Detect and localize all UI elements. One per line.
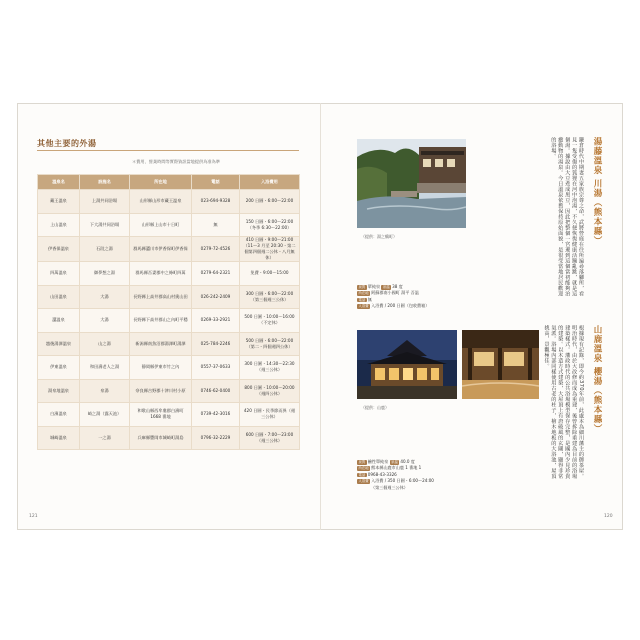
cell-fee: 300 日圓・6:00～22:00（第三個週三公休） bbox=[240, 285, 300, 309]
column-header: 入浴費用 bbox=[240, 175, 300, 190]
cell-address: 群馬縣吾妻郡中之條町四萬 bbox=[130, 262, 192, 286]
left-page bbox=[17, 103, 320, 530]
cell-phone: 0279-64-2321 bbox=[192, 262, 240, 286]
cell-fee: 800 日圓・10:00～20:00（週四公休） bbox=[240, 379, 300, 403]
table-row bbox=[38, 426, 300, 450]
cell-address: 兵庫縣豐岡市城崎町湯島 bbox=[130, 426, 192, 450]
right-page bbox=[321, 103, 623, 530]
cell-phone: 0557-37-0633 bbox=[192, 356, 240, 380]
info-row bbox=[357, 303, 507, 309]
table-row bbox=[38, 379, 300, 403]
info-text: 0968-43-3326 bbox=[367, 471, 397, 477]
cell-fee: 300 日圓・14:30～22:30（週三公休） bbox=[240, 356, 300, 380]
cell-address: 山形縣上山市十日町 bbox=[130, 213, 192, 237]
info-text: 阿蘇郡南小國町 湯平 吾温 bbox=[371, 290, 419, 296]
info-text: （第三個週三公休） bbox=[371, 484, 408, 490]
cell-name: 伊香保溫泉 bbox=[38, 237, 80, 262]
table-row bbox=[38, 403, 300, 427]
table-row bbox=[38, 356, 300, 380]
photo-caption: （提供：山鹿） bbox=[361, 405, 389, 410]
table-row bbox=[38, 285, 300, 309]
cell-address: 長野縣上高井郡高山村奧山田 bbox=[130, 285, 192, 309]
column-header: 設施名 bbox=[80, 175, 130, 190]
info-text: 入浴費 / 200 日圓（包收費箱） bbox=[371, 303, 430, 309]
column-header: 電話 bbox=[192, 175, 240, 190]
table-row bbox=[38, 213, 300, 237]
table-header-row bbox=[38, 175, 300, 190]
page-number: 121 bbox=[29, 514, 38, 519]
cell-name: 四萬溫泉 bbox=[38, 262, 80, 286]
cell-facility: 大湯 bbox=[80, 285, 130, 309]
cell-name: 城崎溫泉 bbox=[38, 426, 80, 450]
kawayu-photo bbox=[357, 139, 466, 228]
section-title: 山鹿溫泉 櫻湯（熊本縣） bbox=[592, 325, 602, 434]
cell-facility: 山之湯 bbox=[80, 332, 130, 356]
info-tag: 入浴費 bbox=[358, 479, 369, 484]
hot-spring-table bbox=[37, 174, 300, 450]
info-text: 單純泉 bbox=[367, 284, 381, 289]
cell-address: 山形縣山形市藏王溫泉 bbox=[130, 190, 192, 214]
table-row bbox=[38, 237, 300, 262]
cell-address: 靜岡縣伊東市竹之內 bbox=[130, 356, 192, 380]
cell-facility: 一之湯 bbox=[80, 426, 130, 450]
table-row bbox=[38, 309, 300, 333]
cell-phone: 無 bbox=[192, 213, 240, 237]
cell-address: 奈良縣吉野郡十津川村小原 bbox=[130, 379, 192, 403]
cell-name: 湯泉地溫泉 bbox=[38, 379, 80, 403]
cell-name: 白濱溫泉 bbox=[38, 403, 80, 427]
page-title: 其他主要的外湯 bbox=[37, 139, 97, 148]
cell-facility: 崎之湯（露天池） bbox=[80, 403, 130, 427]
cell-fee: 420 日圓・民季節而異（週三公休） bbox=[240, 403, 300, 427]
info-text: 熊本縣山鹿市山鹿 1 番地 1 bbox=[371, 465, 422, 471]
column-header: 所在地 bbox=[130, 175, 192, 190]
info-tag: 泉質 bbox=[358, 285, 366, 289]
cell-name: 伊東溫泉 bbox=[38, 356, 80, 380]
cell-name: 山田溫泉 bbox=[38, 285, 80, 309]
cell-facility: 大湯 bbox=[80, 309, 130, 333]
section-body: 鎌倉時代中期妻五家族宗尊之命，武將營庭在往所遍尋落腳所，看見一隻受傷的狐狸在河中泡湯，不久便恢復健康活蹦亂跳，就是這個湯。據說由大豆煮成黑豆，因此把整個一宮遷到這個當初能夠治癒動物的湯泉。今日溫泉依舊保持原始面貌，是很受當地居民歡迎的浴場。 bbox=[550, 137, 584, 297]
info-text: 40.0 度 bbox=[400, 459, 415, 464]
cell-facility: 御夢想之湯 bbox=[80, 262, 130, 286]
cell-fee: 免費・9:00～15:00 bbox=[240, 262, 300, 286]
section-title: 湯藤溫泉 川湯（熊本縣） bbox=[592, 137, 602, 246]
cell-name: 藏王溫泉 bbox=[38, 190, 80, 214]
info-tag: 所在地 bbox=[358, 466, 369, 471]
cell-fee: 410 日圓・9:00～21:00（11～3 月至 20:30・第二個第四個週二公休・八月無休） bbox=[240, 237, 300, 262]
cell-facility: 泉湯 bbox=[80, 379, 130, 403]
table-row bbox=[38, 332, 300, 356]
info-tag: 泉溫 bbox=[382, 285, 390, 289]
info-text: 鹼性單純泉 bbox=[367, 459, 389, 464]
info-tag: 電話 bbox=[358, 297, 366, 302]
cell-facility: 上湯共同浴場 bbox=[80, 190, 130, 214]
cell-name: 上山溫泉 bbox=[38, 213, 80, 237]
cell-address: 和歌山縣西牟婁郡白濱町 1668 番地 bbox=[130, 403, 192, 427]
info-tag: 泉溫 bbox=[391, 460, 398, 464]
cell-address: 長野縣下高井郡山之內町平穩 bbox=[130, 309, 192, 333]
cell-address: 群馬縣澀川市伊香保町伊香保 bbox=[130, 237, 192, 262]
cell-name: 越後湯澤溫泉 bbox=[38, 332, 80, 356]
info-tag: 泉質 bbox=[358, 460, 366, 464]
cell-name: 澀溫泉 bbox=[38, 309, 80, 333]
cell-phone: 0739-42-3016 bbox=[192, 403, 240, 427]
info-text: 入浴費 / 350 日圓・6:00～24:00 bbox=[371, 478, 434, 484]
spring-info bbox=[357, 459, 507, 491]
column-header: 溫泉名 bbox=[38, 175, 80, 190]
sakurayu-exterior-photo bbox=[357, 330, 457, 399]
cell-address: 新潟縣南魚沼郡湯澤町湯澤 bbox=[130, 332, 192, 356]
table-row bbox=[38, 262, 300, 286]
cell-fee: 150 日圓・6:00～22:00（冬季 6:30～22:00） bbox=[240, 213, 300, 237]
cell-phone: 0796-32-2229 bbox=[192, 426, 240, 450]
cell-phone: 0746-62-0400 bbox=[192, 379, 240, 403]
cell-facility: 下大湯共同浴場 bbox=[80, 213, 130, 237]
table-row bbox=[38, 190, 300, 214]
cell-phone: 026-242-2409 bbox=[192, 285, 240, 309]
info-tag: 所在地 bbox=[358, 291, 369, 296]
title-rule bbox=[37, 150, 299, 151]
cell-facility: 和田壽老人之湯 bbox=[80, 356, 130, 380]
cell-fee: 500 日圓・10:00～16:00（不定休） bbox=[240, 309, 300, 333]
spring-info bbox=[357, 284, 507, 310]
page-number: 120 bbox=[604, 514, 613, 519]
cell-fee: 500 日圓・6:00～22:00（第二・四個週四公休） bbox=[240, 332, 300, 356]
table-note: ＊費用、營業時間等實際資訊當地提供為准為準 bbox=[132, 159, 220, 164]
cell-phone: 025-784-2246 bbox=[192, 332, 240, 356]
info-row bbox=[357, 485, 507, 491]
section-body: 根據現有記錄，即今約370年前，此處本為細川藩主的御茶屋。明治時代，由於大改修而成為重建，後曾拆除重建為目前的浴場建築樣式。藩政時代的公共浴場模型保存完整，是國內少見珍貴的建築。以木造方式建築，大屋頂上有唐破風的玄關，顯得非常氣派。浴場內部同樣使用古老的柱子，檜木地板的大浴池，屋頂挑高，景觀極佳。 bbox=[543, 325, 584, 479]
info-tag: 入浴費 bbox=[358, 304, 369, 309]
cell-phone: 023-694-9328 bbox=[192, 190, 240, 214]
photo-caption: （提供：湯之鶴町） bbox=[361, 234, 397, 239]
info-text: 38 度 bbox=[392, 284, 403, 289]
cell-fee: 200 日圓・6:00～22:00 bbox=[240, 190, 300, 214]
cell-phone: 0269-33-2921 bbox=[192, 309, 240, 333]
cell-phone: 0279-72-4526 bbox=[192, 237, 240, 262]
info-tag: 電話 bbox=[358, 472, 366, 477]
info-text: 無 bbox=[367, 296, 372, 302]
cell-facility: 石段之湯 bbox=[80, 237, 130, 262]
cell-fee: 600 日圓・7:00～23:00（週三公休） bbox=[240, 426, 300, 450]
